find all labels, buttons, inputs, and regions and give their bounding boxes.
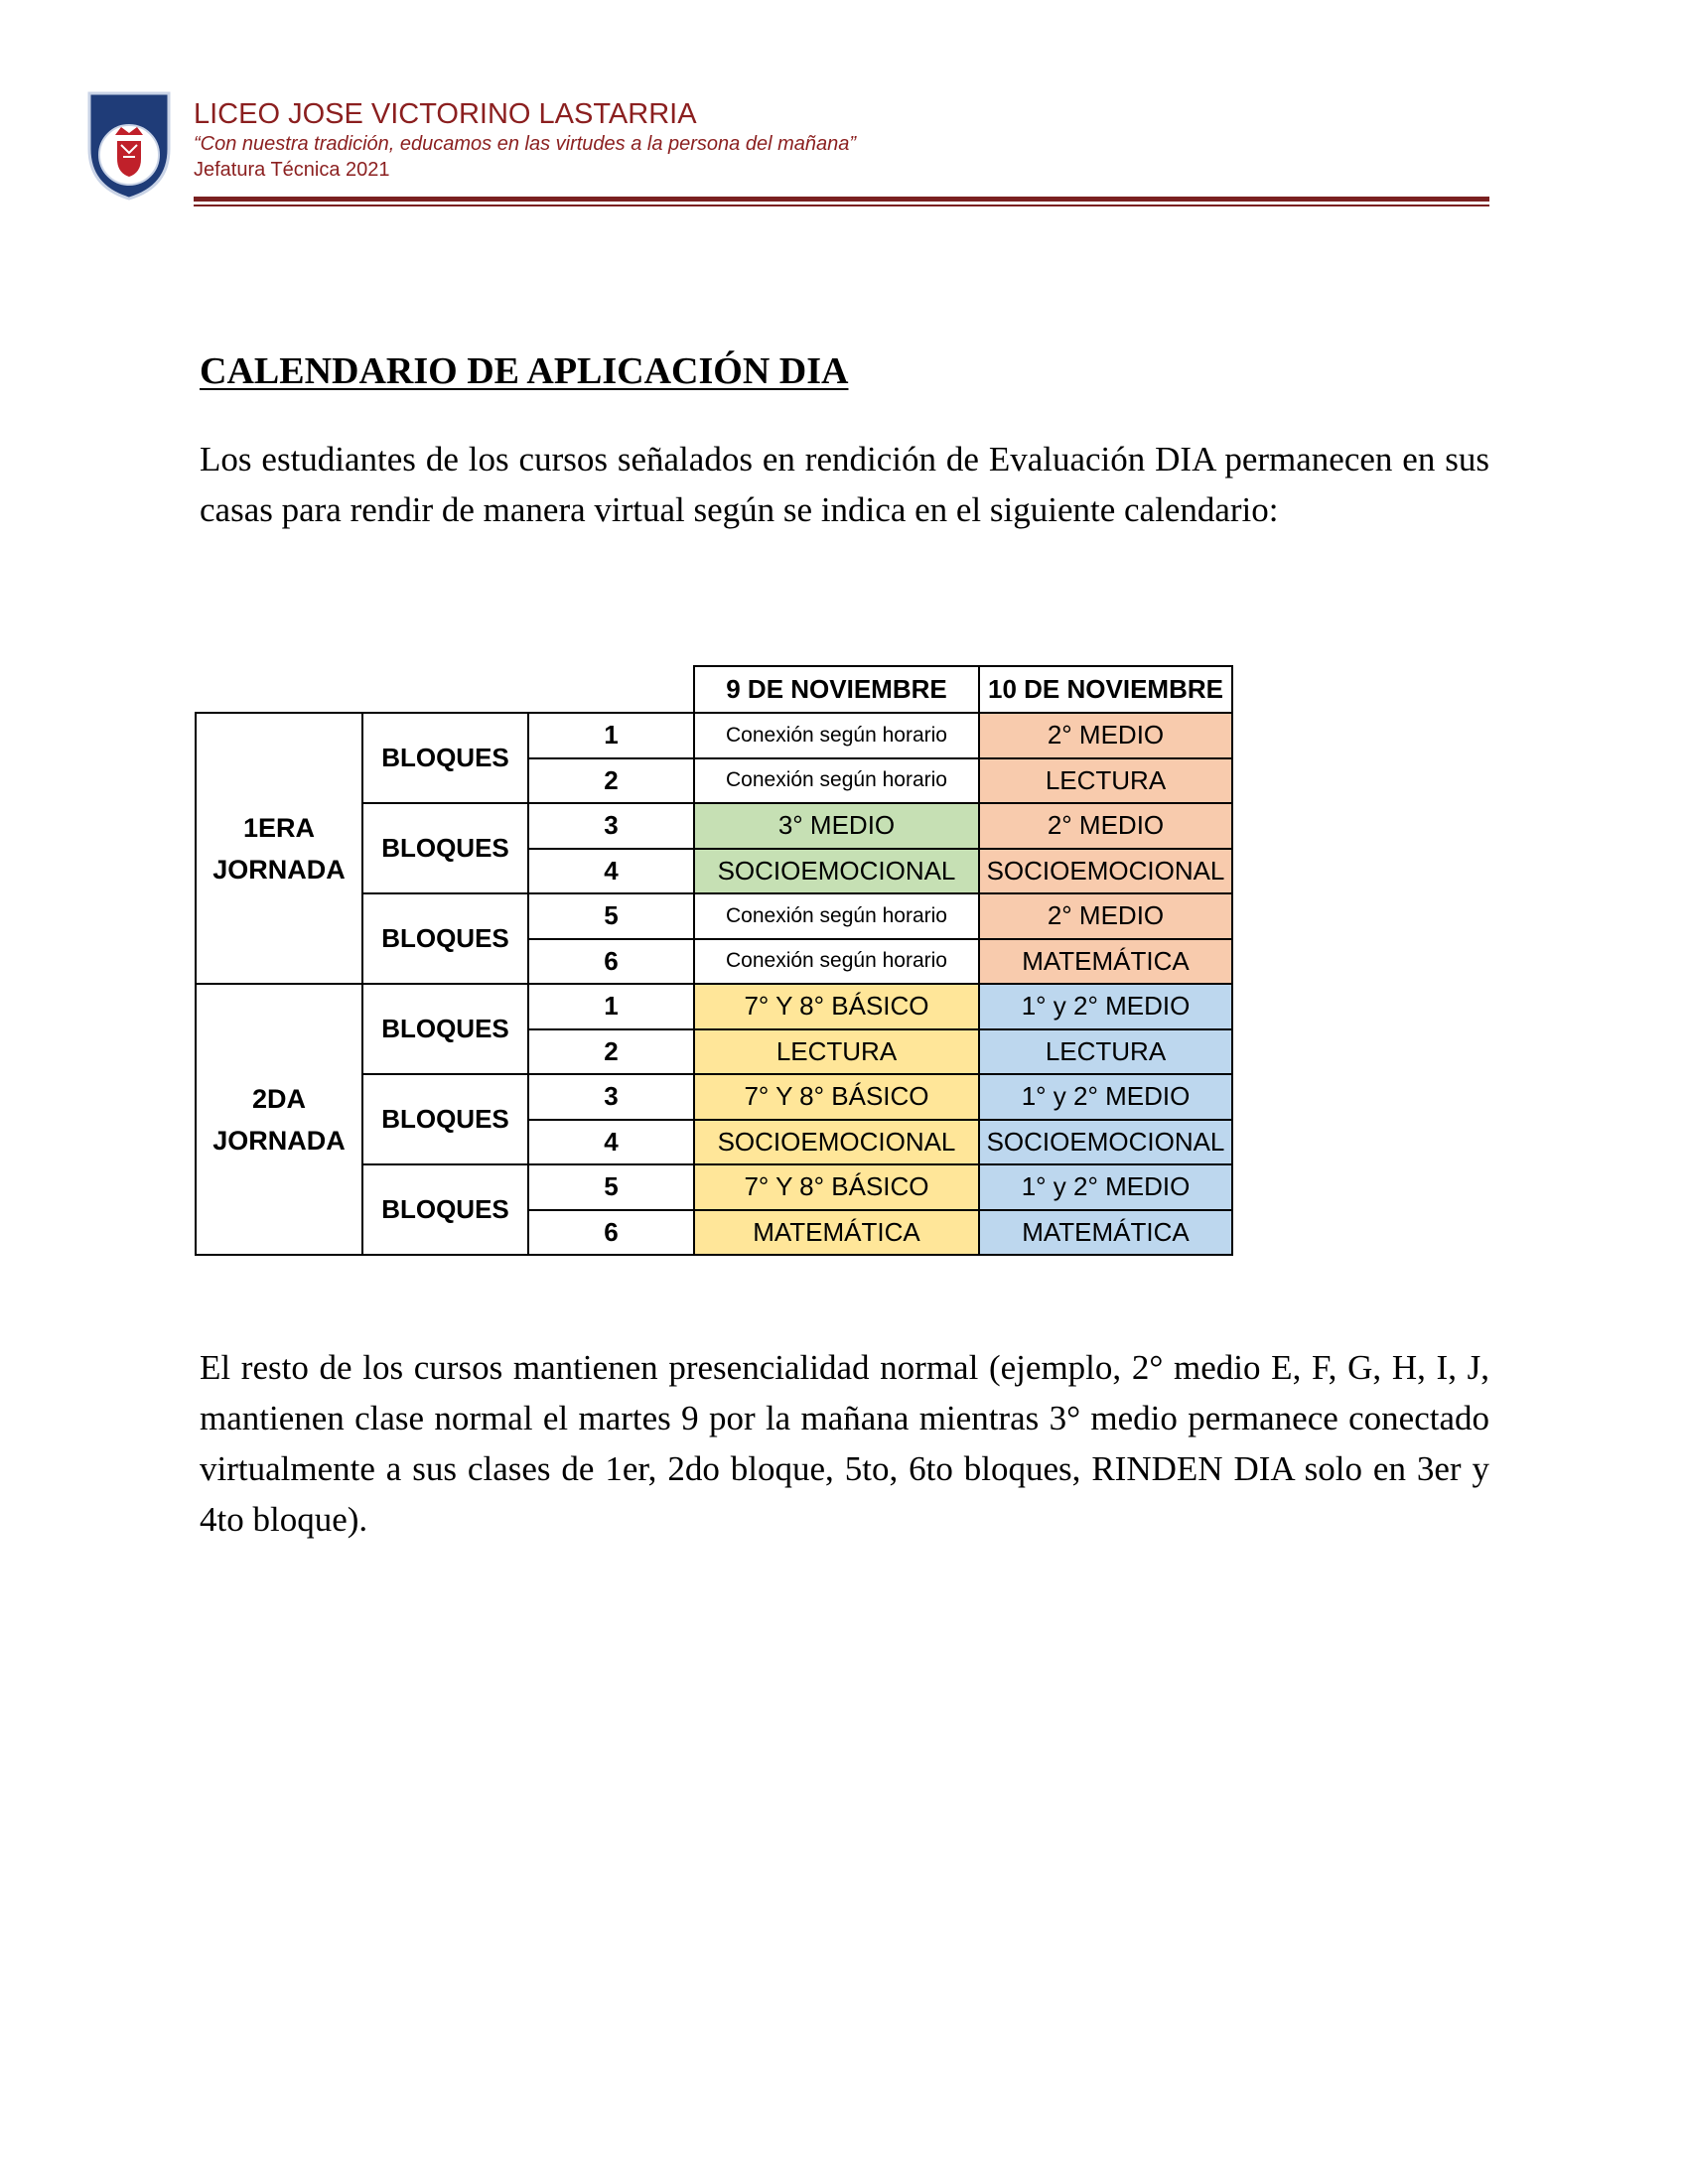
- calendar-table: [195, 665, 1233, 1256]
- day1-cell: Conexión según horario: [694, 713, 979, 758]
- header-day1: 9 DE NOVIEMBRE: [694, 666, 979, 713]
- day2-cell: LECTURA: [979, 1029, 1232, 1075]
- day2-cell: 2° MEDIO: [979, 713, 1232, 758]
- school-name: LICEO JOSE VICTORINO LASTARRIA: [194, 98, 697, 130]
- block-number: 4: [528, 1120, 694, 1165]
- table-row: [196, 713, 1232, 758]
- bloques-label: BLOQUES: [362, 713, 528, 803]
- bloques-label: BLOQUES: [362, 1074, 528, 1164]
- bloques-label: BLOQUES: [362, 803, 528, 893]
- day2-cell: SOCIOEMOCIONAL: [979, 1120, 1232, 1165]
- header-day2: 10 DE NOVIEMBRE: [979, 666, 1232, 713]
- block-number: 2: [528, 1029, 694, 1075]
- day2-cell: 1° y 2° MEDIO: [979, 984, 1232, 1029]
- school-motto: “Con nuestra tradición, educamos en las virtudes a la persona del mañana”: [194, 133, 857, 155]
- day1-cell: 7° Y 8° BÁSICO: [694, 1074, 979, 1120]
- day2-cell: 1° y 2° MEDIO: [979, 1164, 1232, 1210]
- block-number: 3: [528, 1074, 694, 1120]
- day2-cell: 2° MEDIO: [979, 803, 1232, 849]
- table-row: [196, 984, 1232, 1029]
- day2-cell: MATEMÁTICA: [979, 1210, 1232, 1256]
- block-number: 6: [528, 939, 694, 985]
- header-rule: [194, 197, 1489, 202]
- block-number: 3: [528, 803, 694, 849]
- day1-cell: 7° Y 8° BÁSICO: [694, 1164, 979, 1210]
- day1-cell: Conexión según horario: [694, 893, 979, 939]
- bloques-label: BLOQUES: [362, 984, 528, 1074]
- school-logo-icon: [79, 87, 179, 203]
- header-rule-thin: [194, 205, 1489, 206]
- bloques-label: BLOQUES: [362, 1164, 528, 1255]
- day2-cell: LECTURA: [979, 758, 1232, 804]
- day2-cell: 2° MEDIO: [979, 893, 1232, 939]
- closing-paragraph: El resto de los cursos mantienen presencialidad normal (ejemplo, 2° medio E, F, G, H, I, J, mantienen clase normal el martes 9 por la mañana mientras 3° medio permanece conectado virtualmente a sus clases de 1er, 2do bloque, 5to, 6to bloques, RINDEN DIA solo en 3er y 4to bloque).: [200, 1348, 1489, 1539]
- day1-cell: Conexión según horario: [694, 758, 979, 804]
- day1-cell: 3° MEDIO: [694, 803, 979, 849]
- day1-cell: MATEMÁTICA: [694, 1210, 979, 1256]
- bloques-label: BLOQUES: [362, 893, 528, 984]
- jornada-label: 2DA JORNADA: [196, 984, 362, 1255]
- block-number: 5: [528, 1164, 694, 1210]
- day2-cell: SOCIOEMOCIONAL: [979, 849, 1232, 894]
- block-number: 6: [528, 1210, 694, 1256]
- day2-cell: MATEMÁTICA: [979, 939, 1232, 985]
- block-number: 2: [528, 758, 694, 804]
- intro-paragraph: Los estudiantes de los cursos señalados en rendición de Evaluación DIA permanecen en sus casas para rendir de manera virtual según se indica en el siguiente calendario:: [200, 440, 1489, 529]
- day1-cell: SOCIOEMOCIONAL: [694, 849, 979, 894]
- day1-cell: 7° Y 8° BÁSICO: [694, 984, 979, 1029]
- document-title: CALENDARIO DE APLICACIÓN DIA: [200, 350, 849, 392]
- day1-cell: Conexión según horario: [694, 939, 979, 985]
- block-number: 4: [528, 849, 694, 894]
- block-number: 5: [528, 893, 694, 939]
- day2-cell: 1° y 2° MEDIO: [979, 1074, 1232, 1120]
- document-header: [79, 87, 1489, 216]
- jornada-label: 1ERA JORNADA: [196, 713, 362, 984]
- block-number: 1: [528, 713, 694, 758]
- block-number: 1: [528, 984, 694, 1029]
- table-header-row: [196, 666, 1232, 713]
- day1-cell: LECTURA: [694, 1029, 979, 1075]
- department-line: Jefatura Técnica 2021: [194, 159, 390, 181]
- day1-cell: SOCIOEMOCIONAL: [694, 1120, 979, 1165]
